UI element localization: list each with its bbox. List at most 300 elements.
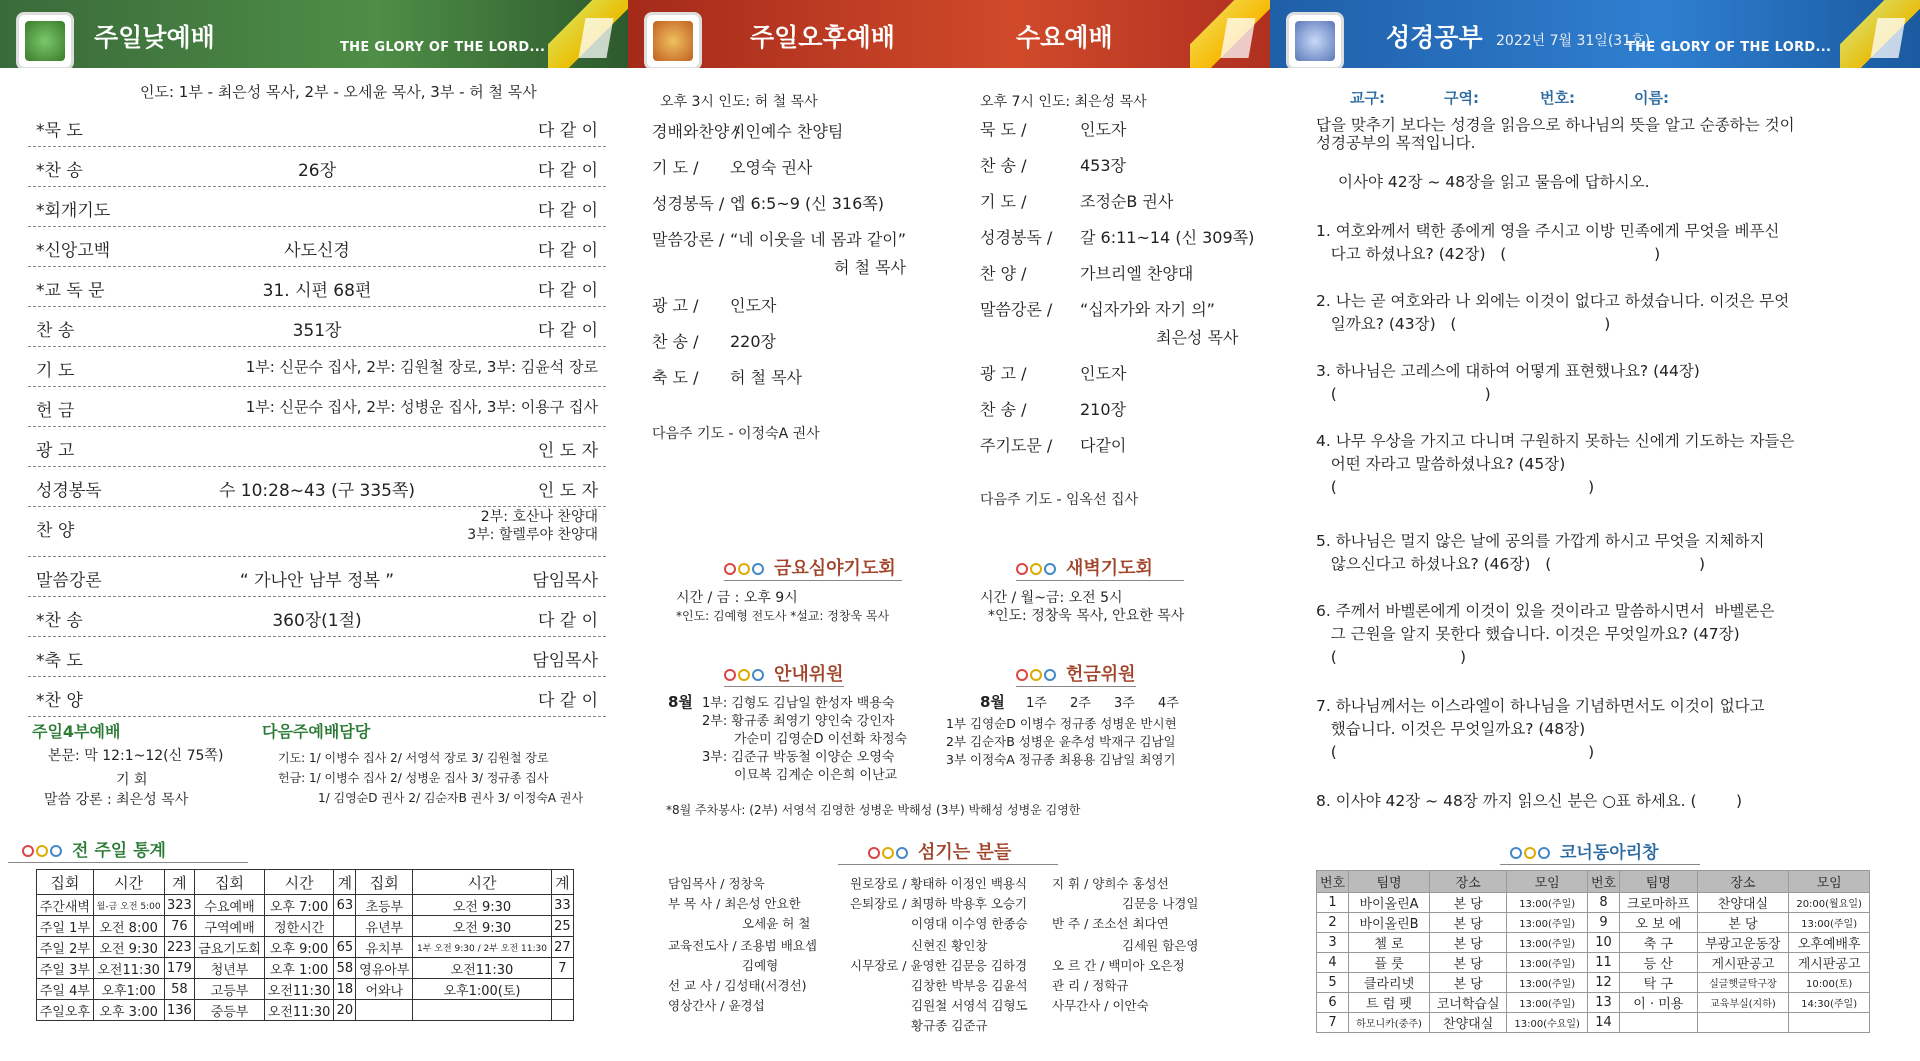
club-cell: 12	[1587, 973, 1619, 993]
table-row	[1317, 953, 1870, 973]
service-item-label: 기 도 /	[652, 158, 699, 177]
guide-line: 가순미 김영순D 이선화 차정숙	[734, 732, 908, 747]
service-item-value: 인도자	[730, 296, 777, 315]
stats-header: 계	[334, 870, 356, 895]
service-item-value: 시인예수 찬양팀	[730, 122, 844, 141]
stats-cell: 33	[551, 895, 573, 916]
stats-cell: 27	[551, 937, 573, 958]
club-header: 장소	[1429, 871, 1506, 893]
club-cell: 13:00(주일)	[1507, 893, 1588, 913]
next-third: 1/ 김영순D 권사 2/ 김순자B 권사 3/ 이정숙A 권사	[318, 791, 584, 805]
order-row	[28, 676, 606, 717]
club-header: 번호	[1587, 871, 1619, 893]
offering-line: 2부 김순자B 성병운 윤추성 박재구 김남일	[946, 734, 1176, 749]
order-row	[28, 146, 606, 187]
question-item: 3. 하나님은 고레스에 대하여 어떻게 표현했나요? (44장) ( )	[1316, 362, 1700, 403]
stats-cell: 오후 9:00	[264, 937, 333, 958]
club-cell: 13:00(주일)	[1507, 993, 1588, 1013]
club-cell: 10	[1587, 933, 1619, 953]
service-item-label: 찬 송 /	[980, 400, 1027, 419]
staff-heading: 섬기는 분들	[868, 838, 1011, 864]
table-row	[1317, 913, 1870, 933]
afternoon-service-title: 주일오후예배	[750, 23, 895, 52]
club-cell: 첼 로	[1349, 933, 1430, 953]
order-responsible: 다 같 이	[537, 201, 598, 221]
stats-cell: 주일 4부	[37, 979, 94, 1000]
staff-entry: 오 르 간 / 백미아 오은정	[1052, 958, 1185, 973]
service-item-label: 축 도 /	[652, 368, 699, 387]
club-cell: 14:30(주일)	[1789, 993, 1870, 1013]
order-detail: 수 10:28~43 (구 335쪽)	[218, 481, 416, 501]
friday-prayer-heading: 금요심야기도회	[724, 554, 896, 580]
club-heading: 코너동아리창	[1510, 838, 1659, 863]
stats-cell: 223	[164, 937, 195, 958]
order-detail: 26장	[297, 161, 337, 181]
order-detail: 사도신경	[284, 241, 350, 261]
stats-cell: 7	[551, 958, 573, 979]
table-row	[37, 895, 574, 916]
club-cell: 찬양대실	[1697, 893, 1789, 913]
order-row	[28, 346, 606, 387]
divider	[1016, 686, 1136, 687]
stats-cell: 수요예배	[195, 895, 265, 916]
club-cell: 7	[1317, 1013, 1349, 1033]
club-cell: 교육부실(지하)	[1697, 993, 1789, 1013]
order-label: 찬 양	[36, 521, 75, 541]
service-item-value: 조정순B 권사	[1080, 192, 1174, 211]
stats-header: 집회	[356, 870, 413, 895]
stats-cell: 오전 9:30	[413, 895, 552, 916]
club-cell: 14	[1587, 1013, 1619, 1033]
order-row	[28, 636, 606, 677]
field-label: 교구:	[1350, 89, 1385, 107]
club-cell: 13:00(수요일)	[1507, 1013, 1588, 1033]
stats-cell: 오전 9:30	[93, 937, 164, 958]
divider	[724, 686, 844, 687]
stats-cell: 주간새벽	[37, 895, 94, 916]
club-cell: 오 보 에	[1620, 913, 1697, 933]
next-service-title: 다음주예배담당	[262, 722, 371, 741]
stats-cell: 1부 오전 9:30 / 2부 오전 11:30	[413, 937, 552, 958]
club-cell: 10:00(토)	[1789, 973, 1870, 993]
service-item-label: 성경봉독 /	[652, 194, 725, 213]
club-cell: 9	[1587, 913, 1619, 933]
field-label: 번호:	[1540, 89, 1575, 107]
stats-header: 집회	[195, 870, 265, 895]
next-offering: 헌금: 1/ 이병수 집사 2/ 성병운 집사 3/ 정규종 집사	[278, 771, 549, 785]
wednesday-service-title: 수요예배	[1016, 23, 1113, 52]
stats-cell: 오전11:30	[413, 958, 552, 979]
club-cell: 하모니카(중주)	[1349, 1013, 1430, 1033]
offering-week: 3주	[1114, 696, 1135, 711]
club-cell: 13	[1587, 993, 1619, 1013]
guides-month: 8월	[668, 693, 693, 711]
table-row	[1317, 893, 1870, 913]
stats-cell: 초등부	[356, 895, 413, 916]
order-responsible: 담임목사	[532, 651, 598, 671]
guide-line: 3부: 김준규 박동철 이양순 오영숙	[702, 750, 895, 765]
club-header: 모임	[1789, 871, 1870, 893]
stats-cell: 오전 8:00	[93, 916, 164, 937]
divider	[838, 864, 1058, 865]
dawn-prayer-heading: 새벽기도회	[1016, 554, 1153, 580]
stats-cell	[334, 916, 356, 937]
club-cell	[1697, 1013, 1789, 1033]
sunday-service-title: 주일낮예배	[94, 23, 215, 52]
club-cell: 13:00(주일)	[1507, 953, 1588, 973]
offering-month: 8월	[980, 693, 1005, 711]
staff-entry: 사무간사 / 이안숙	[1052, 998, 1149, 1013]
table-row	[37, 1000, 574, 1021]
stats-cell: 금요기도회	[195, 937, 265, 958]
club-cell: 오후예배후	[1789, 933, 1870, 953]
service-item-value: 오영숙 권사	[730, 158, 813, 177]
club-header: 팀명	[1349, 871, 1430, 893]
stats-cell: 오후 3:00	[93, 1000, 164, 1021]
order-responsible: 다 같 이	[537, 281, 598, 301]
staff-entry: 관 리 / 정학규	[1052, 978, 1129, 993]
stats-table	[36, 869, 574, 1021]
table-row	[1317, 933, 1870, 953]
order-detail: 31. 시편 68편	[262, 281, 372, 301]
club-header: 번호	[1317, 871, 1349, 893]
service-item-value: 허 철 목사	[834, 258, 906, 277]
stats-header: 시간	[93, 870, 164, 895]
stats-header: 계	[164, 870, 195, 895]
offering-line: 1부 김영순D 이병수 정규종 성병운 반시현	[946, 716, 1177, 731]
bible-study-date: 2022년 7월 31일(31호)	[1496, 33, 1651, 49]
stats-cell: 58	[164, 979, 195, 1000]
staff-entry: 지 휘 / 양희수 홍성선	[1052, 876, 1169, 891]
staff-entry: 담임목사 / 정창욱	[668, 876, 765, 891]
service-item-label: 말씀강론 /	[652, 230, 725, 249]
club-cell: 축 구	[1620, 933, 1697, 953]
service-item-value: 최은성 목사	[1156, 328, 1239, 347]
afternoon-wednesday-panel	[628, 0, 1270, 1061]
offering-week: 2주	[1070, 696, 1091, 711]
order-detail: 360장(1절)	[272, 611, 362, 631]
stats-cell: 정한시간	[264, 916, 333, 937]
club-cell: 11	[1587, 953, 1619, 973]
stats-heading: 전 주일 통계	[22, 836, 166, 861]
order-label: 찬 송	[36, 321, 75, 341]
stats-cell: 25	[551, 916, 573, 937]
stats-cell	[551, 1000, 573, 1021]
order-label: 광 고	[36, 441, 75, 461]
stats-cell: 주일 1부	[37, 916, 94, 937]
club-table	[1316, 870, 1870, 1033]
club-cell: 크로마하프	[1620, 893, 1697, 913]
stats-cell: 136	[164, 1000, 195, 1021]
service-item-value: 갈 6:11~14 (신 309쪽)	[1080, 228, 1255, 247]
offering-week: 1주	[1026, 696, 1047, 711]
order-responsible: 다 같 이	[537, 691, 598, 711]
question-item: 4. 나무 우상을 가지고 다니며 구원하지 못하는 신에게 기도하는 자들은 어떤 자라고 말씀하셨나요? (45장) ( )	[1316, 432, 1795, 496]
service-item-value: “십자가와 자기 의”	[1080, 300, 1215, 319]
offering-heading: 헌금위원	[1016, 660, 1136, 686]
club-cell: 게시판공고	[1789, 953, 1870, 973]
question-item: 2. 나는 곧 여호와라 나 외에는 이것이 없다고 하셨습니다. 이것은 무엇 일까요? (43장) ( )	[1316, 292, 1790, 333]
stats-cell: 고등부	[195, 979, 265, 1000]
order-label: *묵 도	[36, 121, 83, 141]
order-label: 성경봉독	[36, 481, 102, 501]
club-cell: 실글햇글탁구장	[1697, 973, 1789, 993]
order-label: 헌 금	[36, 401, 75, 421]
service-item-value: 220장	[730, 332, 776, 351]
guides-heading: 안내위원	[724, 660, 844, 686]
club-cell: 바이올린A	[1349, 893, 1430, 913]
order-row	[28, 596, 606, 637]
club-cell: 코너학습실	[1429, 993, 1506, 1013]
question-item: 1. 여호와께서 택한 종에게 영을 주시고 이방 민족에게 무엇을 베푸신 다고 하셨나요? (42장) ( )	[1316, 222, 1780, 263]
service-item-label: 찬 송 /	[652, 332, 699, 351]
stats-cell: 주일 3부	[37, 958, 94, 979]
staff-entry: 영상간사 / 윤경섭	[668, 998, 765, 1013]
order-responsible: 1부: 신문수 집사, 2부: 김원철 장로, 3부: 김윤석 장로	[245, 358, 598, 376]
stats-cell: 179	[164, 958, 195, 979]
stats-header: 시간	[413, 870, 552, 895]
worship4-text: 본문: 막 12:1~12(신 75쪽)	[48, 748, 224, 764]
service-item-value: 인도자	[1080, 120, 1127, 139]
staff-entry: 김원철 서영석 김형도	[911, 998, 1028, 1013]
staff-entry: 김세원 함은영	[1122, 938, 1199, 953]
staff-entry: 선 교 사 / 김성태(서경선)	[668, 978, 807, 993]
stats-cell: 오후 1:00	[264, 958, 333, 979]
order-row	[28, 426, 606, 467]
wednesday-head: 오후 7시 인도: 최은성 목사	[980, 94, 1147, 110]
stats-cell: 유치부	[356, 937, 413, 958]
stats-cell: 76	[164, 916, 195, 937]
question-item: 7. 하나님께서는 이스라엘이 하나님을 기념하면서도 이것이 없다고 했습니다. 이것은 무엇일까요? (48장) ( )	[1316, 697, 1765, 761]
order-label: 말씀강론	[36, 571, 102, 591]
club-cell: 13:00(주일)	[1507, 933, 1588, 953]
service-item-label: 광 고 /	[980, 364, 1027, 383]
stats-cell: 오후1:00	[93, 979, 164, 1000]
staff-entry: 은퇴장로 / 최명하 박용후 오승기	[850, 896, 1028, 911]
stats-cell: 영유아부	[356, 958, 413, 979]
club-header: 장소	[1697, 871, 1789, 893]
service-item-value: 허 철 목사	[730, 368, 802, 387]
stats-cell: 중등부	[195, 1000, 265, 1021]
order-responsible: 다 같 이	[537, 611, 598, 631]
club-cell: 13:00(주일)	[1507, 913, 1588, 933]
sunday-service-panel	[0, 0, 628, 1061]
stats-cell: 주일오후	[37, 1000, 94, 1021]
table-row	[1317, 1013, 1870, 1033]
order-responsible: 다 같 이	[537, 121, 598, 141]
order-row	[28, 106, 606, 147]
order-row	[28, 186, 606, 227]
afternoon-head: 오후 3시 인도: 허 철 목사	[660, 94, 818, 110]
club-cell: 게시판공고	[1697, 953, 1789, 973]
study-instruction: 이사야 42장 ~ 48장을 읽고 물음에 답하시오.	[1338, 173, 1650, 191]
worship4-prayer: 기 회	[116, 772, 148, 788]
stats-cell: 323	[164, 895, 195, 916]
club-cell: 바이올린B	[1349, 913, 1430, 933]
order-row	[28, 266, 606, 307]
stats-cell: 20	[334, 1000, 356, 1021]
club-header: 팀명	[1620, 871, 1697, 893]
table-row	[37, 916, 574, 937]
service-item-label: 기 도 /	[980, 192, 1027, 211]
order-row	[28, 506, 606, 557]
club-header: 모임	[1507, 871, 1588, 893]
service-item-label: 묵 도 /	[980, 120, 1027, 139]
divider	[1016, 580, 1184, 581]
service-item-label: 주기도문 /	[980, 436, 1053, 455]
order-row	[28, 466, 606, 507]
club-cell	[1620, 1013, 1697, 1033]
stats-cell: 오전11:30	[264, 1000, 333, 1021]
worship4-title: 주일4부예배	[32, 722, 121, 741]
stats-header: 계	[551, 870, 573, 895]
service-item-label: 찬 양 /	[980, 264, 1027, 283]
friday-time: 시간 / 금 : 오후 9시	[676, 590, 798, 606]
staff-entry: 원로장로 / 황태하 이정인 백용식	[850, 876, 1028, 891]
order-row	[28, 306, 606, 347]
order-label: *축 도	[36, 651, 83, 671]
club-cell: 본 당	[1429, 913, 1506, 933]
food-logo-icon	[644, 12, 702, 68]
stats-cell: 오후1:00(토)	[413, 979, 552, 1000]
order-responsible: 다 같 이	[537, 321, 598, 341]
order-row	[28, 386, 606, 427]
stats-cell: 58	[334, 958, 356, 979]
stats-cell: 오전11:30	[93, 958, 164, 979]
staff-entry: 김예형	[742, 958, 779, 973]
dawn-time: 시간 / 월~금: 오전 5시	[980, 590, 1123, 606]
guide-line: 1부: 김형도 김남일 한성자 백용숙	[702, 696, 895, 711]
service-item-label: 경배와찬양 /	[652, 122, 740, 141]
table-row	[1317, 993, 1870, 1013]
order-label: *찬 송	[36, 611, 83, 631]
parking-volunteers: *8월 주차봉사: (2부) 서영석 김영한 성병운 박해성 (3부) 박해성 성병운 김영한	[666, 803, 1081, 817]
service-item-value: 453장	[1080, 156, 1126, 175]
order-responsible: 담임목사	[532, 571, 598, 591]
header-subtitle: THE GLORY OF THE LORD...	[340, 40, 546, 55]
order-label: 기 도	[36, 361, 75, 381]
offering-line: 3부 이정숙A 정규종 최용용 김남일 최영기	[946, 752, 1176, 767]
afternoon-next-prayer: 다음주 기도 - 이정숙A 권사	[652, 426, 820, 442]
stats-cell: 구역예배	[195, 916, 265, 937]
club-cell: 본 당	[1429, 973, 1506, 993]
club-cell: 20:00(월요일)	[1789, 893, 1870, 913]
order-responsible: 다 같 이	[537, 241, 598, 261]
order-responsible: 2부: 호산나 찬양대 3부: 할렐루야 찬양대	[467, 509, 598, 543]
stats-cell: 주일 2부	[37, 937, 94, 958]
staff-entry: 김창한 박부응 김윤석	[911, 978, 1028, 993]
table-row	[37, 937, 574, 958]
staff-entry: 김문응 나경일	[1122, 896, 1199, 911]
club-cell: 8	[1587, 893, 1619, 913]
stats-header: 집회	[37, 870, 94, 895]
staff-entry: 오세윤 허 철	[742, 916, 811, 931]
service-item-value: “네 이웃을 네 몸과 같이”	[730, 230, 907, 249]
service-item-value: 가브리엘 찬양대	[1080, 264, 1194, 283]
stats-cell	[356, 1000, 413, 1021]
club-cell: 6	[1317, 993, 1349, 1013]
club-cell: 13:00(주일)	[1507, 973, 1588, 993]
table-row	[1317, 973, 1870, 993]
staff-entry: 부 목 사 / 최은성 안요한	[668, 896, 801, 911]
club-cell: 13:00(주일)	[1789, 913, 1870, 933]
order-label: *신앙고백	[36, 241, 111, 261]
order-responsible: 다 같 이	[537, 161, 598, 181]
stats-header: 시간	[264, 870, 333, 895]
flower-logo-icon	[16, 12, 74, 68]
club-cell: 플 룻	[1349, 953, 1430, 973]
stats-cell: 유년부	[356, 916, 413, 937]
service-item-label: 말씀강론 /	[980, 300, 1053, 319]
offering-week: 4주	[1158, 696, 1179, 711]
divider	[724, 580, 902, 581]
stats-cell: 오후 7:00	[264, 895, 333, 916]
order-label: *찬 양	[36, 691, 83, 711]
order-responsible: 인 도 자	[537, 441, 598, 461]
field-label: 구역:	[1444, 89, 1479, 107]
service-item-value: 210장	[1080, 400, 1126, 419]
club-cell: 찬양대실	[1429, 1013, 1506, 1033]
club-cell: 등 산	[1620, 953, 1697, 973]
dawn-leaders: *인도: 정창욱 목사, 안요한 목사	[988, 608, 1185, 624]
stats-cell: 63	[334, 895, 356, 916]
staff-entry: 시무장로 / 윤영한 김문응 김하경	[850, 958, 1028, 973]
field-label: 이름:	[1634, 89, 1669, 107]
guide-line: 2부: 황규종 최영기 양인숙 강인자	[702, 714, 895, 729]
leaders-line: 인도: 1부 - 최은성 목사, 2부 - 오세윤 목사, 3부 - 허 철 목사	[140, 83, 537, 101]
service-item-value: 인도자	[1080, 364, 1127, 383]
question-item: 8. 이사야 42장 ~ 48장 까지 읽으신 분은 ○표 하세요. ( )	[1316, 792, 1743, 810]
stats-cell	[551, 979, 573, 1000]
service-item-label: 성경봉독 /	[980, 228, 1053, 247]
worship4-sermon: 말씀 강론 : 최은성 목사	[44, 792, 189, 808]
bible-study-title: 성경공부	[1386, 23, 1483, 52]
staff-entry: 반 주 / 조소선 최다연	[1052, 916, 1169, 931]
table-row	[37, 958, 574, 979]
stats-cell: 월-금 오전 5:00	[93, 895, 164, 916]
service-item-label: 광 고 /	[652, 296, 699, 315]
next-prayer: 기도: 1/ 이병수 집사 2/ 서영석 장로 3/ 김원철 장로	[278, 751, 549, 765]
club-cell	[1789, 1013, 1870, 1033]
stats-cell: 오전11:30	[264, 979, 333, 1000]
header-subtitle: THE GLORY OF THE LORD...	[1626, 40, 1832, 55]
order-responsible: 1부: 신문수 집사, 2부: 성병운 집사, 3부: 이용구 집사	[245, 398, 598, 416]
stats-cell: 오전 9:30	[413, 916, 552, 937]
divider	[1500, 864, 1700, 865]
staff-entry: 이영대 이수영 한종승	[911, 916, 1028, 931]
guide-line: 이묘복 김계순 이은희 이난교	[734, 768, 898, 783]
friday-leaders: *인도: 김예형 전도사 *설교: 정창욱 목사	[676, 609, 890, 623]
service-item-value: 엡 6:5~9 (신 316쪽)	[730, 194, 884, 213]
question-item: 5. 하나님은 멀지 않은 날에 공의를 가깝게 하시고 무엇을 지체하지 않으신다고 하셨나요? (46장) ( )	[1316, 532, 1765, 573]
club-cell: 1	[1317, 893, 1349, 913]
club-cell: 트 럼 펫	[1349, 993, 1430, 1013]
staff-entry: 교육전도사 / 조용범 배요셉	[668, 938, 817, 953]
wednesday-next-prayer: 다음주 기도 - 임옥선 집사	[980, 492, 1139, 508]
stats-underline	[8, 862, 248, 863]
bible-study-header	[1270, 0, 1920, 68]
club-cell: 본 당	[1697, 913, 1789, 933]
flower-logo-icon	[1286, 12, 1344, 68]
question-item: 6. 주께서 바벨론에게 이것이 있을 것이라고 말씀하시면서 바벨론은 그 근원을 알지 못한다 했습니다. 이것은 무엇일까요? (47장) ( )	[1316, 602, 1775, 666]
staff-entry: 황규종 김준규	[911, 1018, 988, 1033]
stats-cell: 18	[334, 979, 356, 1000]
order-responsible: 인 도 자	[537, 481, 598, 501]
club-cell: 부광고운동장	[1697, 933, 1789, 953]
club-cell: 본 당	[1429, 933, 1506, 953]
club-cell: 이 · 미용	[1620, 993, 1697, 1013]
order-detail: 351장	[292, 321, 342, 341]
